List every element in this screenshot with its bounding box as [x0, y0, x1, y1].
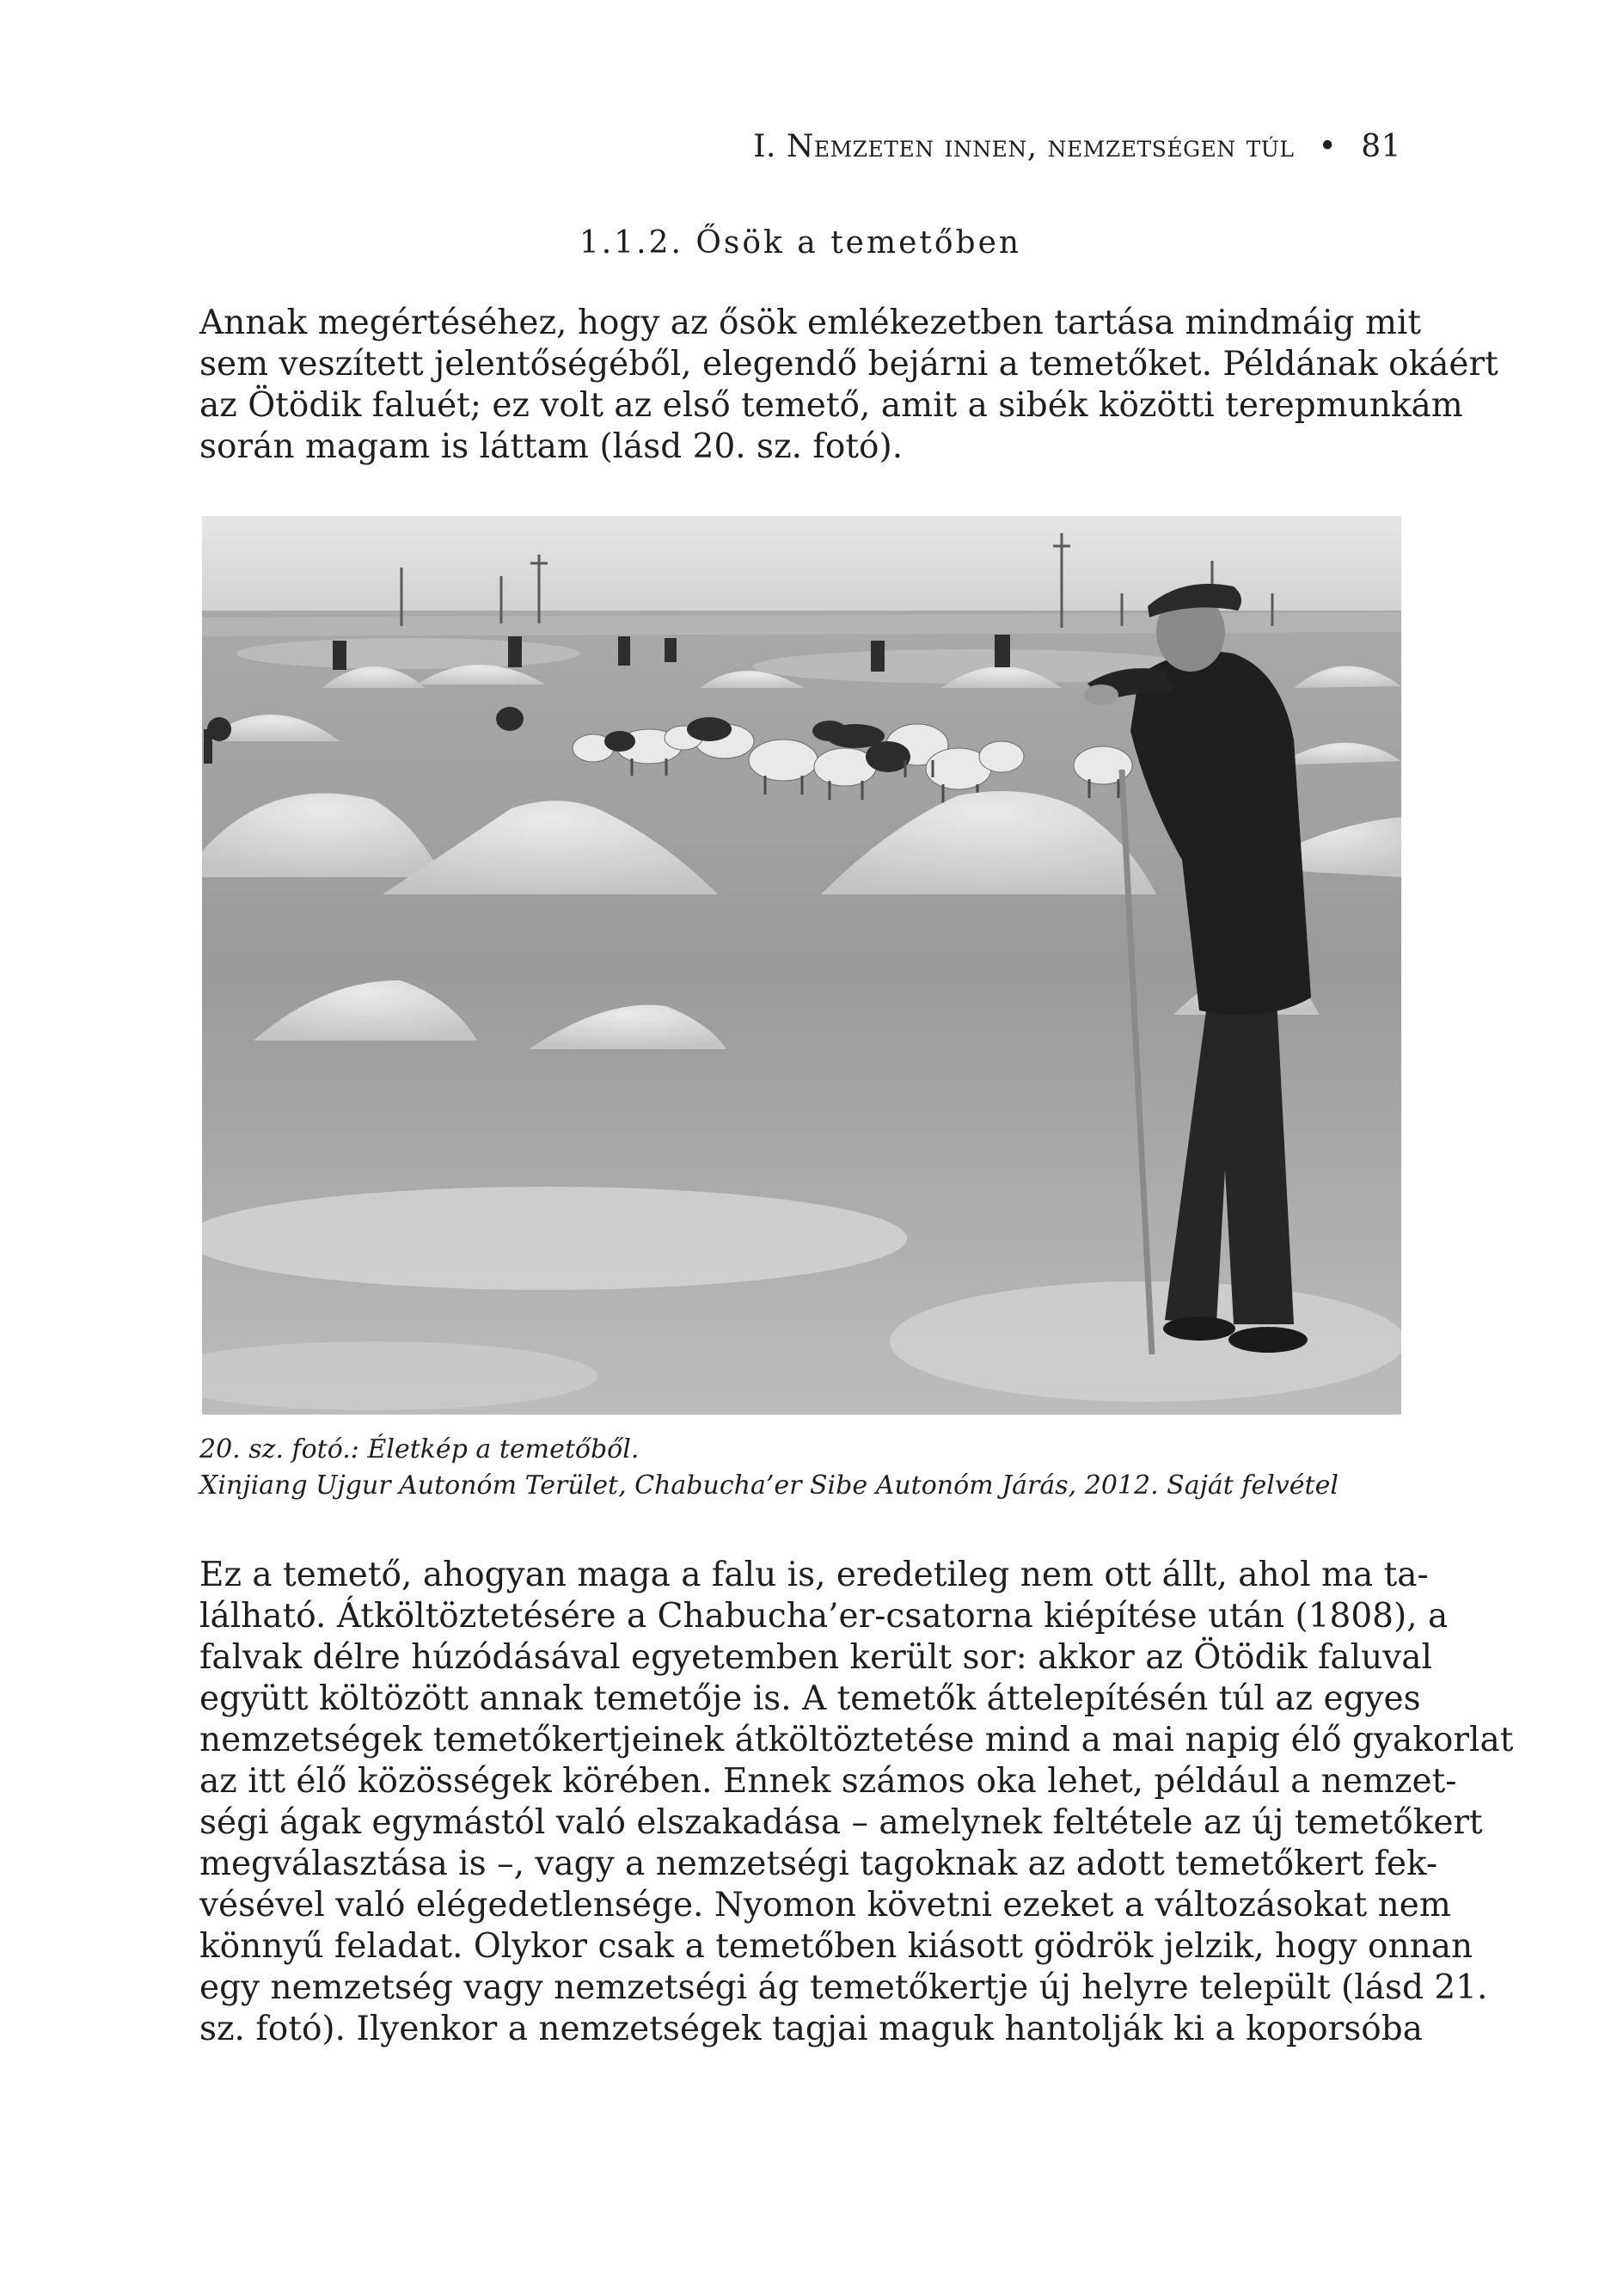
paragraph-line: sem veszített jelentőségéből, elegendő bejárni a temetőket. Példának okáért: [199, 345, 1498, 384]
running-head: [199, 129, 1401, 164]
paragraph-line: könnyű feladat. Olykor csak a temetőben kiásott gödrök jelzik, hogy onnan: [199, 1927, 1473, 1966]
caption-title: 20. sz. fotó.: Életkép a temetőből.: [199, 1434, 640, 1464]
paragraph-line: együtt költözött annak temetője is. A temetők áttelepítésén túl az egyes: [199, 1679, 1421, 1718]
photo-caption: [199, 1432, 1401, 1504]
paragraph-line: Ez a temető, ahogyan maga a falu is, eredetileg nem ott állt, ahol ma ta-: [199, 1556, 1429, 1594]
running-head-chapter: I. Nemzeten innen, nemzetségen túl: [753, 129, 1295, 164]
paragraph-line: ségi ágak egymástól való elszakadása – amelynek feltétele az új temetőkert: [199, 1803, 1483, 1842]
section-title: 1.1.2. Ősök a temetőben: [579, 225, 1022, 261]
page-number: 81: [1361, 129, 1401, 164]
paragraph-line: megválasztása is –, vagy a nemzetségi tagoknak az adott temetőkert fek-: [199, 1845, 1438, 1883]
paragraph-2: [199, 1555, 1514, 2050]
paragraph-line: egy nemzetség vagy nemzetségi ág temetőkertje új helyre települt (lásd 21.: [199, 1968, 1488, 2007]
cemetery-photo: [202, 516, 1401, 1415]
paragraph-line: Annak megértéséhez, hogy az ősök emlékezetben tartása mindmáig mit: [199, 304, 1422, 342]
paragraph-line: lálható. Átköltöztetésére a Chabucha’er-csatorna kiépítése után (1808), a: [199, 1597, 1449, 1636]
paragraph-line: során magam is láttam (lásd 20. sz. fotó).: [199, 427, 904, 466]
paragraph-line: az itt élő közösségek körében. Ennek számos oka lehet, például a nemzet-: [199, 1762, 1457, 1801]
paragraph-line: vésével való elégedetlensége. Nyomon követni ezeket a változásokat nem: [199, 1886, 1451, 1925]
paragraph-line: nemzetségek temetőkertjeinek átköltöztetése mind a mai napig élő gyakorlat: [199, 1721, 1514, 1759]
paragraph-line: az Ötödik faluét; ez volt az első temető, amit a sibék közötti terepmunkám: [199, 386, 1463, 425]
cemetery-photo-illustration: [202, 516, 1401, 1415]
paragraph-1: [199, 303, 1498, 468]
caption-credit: Xinjiang Ujgur Autonóm Terület, Chabucha’er Sibe Autonóm Járás, 2012. Saját felvétel: [199, 1470, 1339, 1501]
bullet-separator: •: [1318, 129, 1338, 164]
paragraph-line: sz. fotó). Ilyenkor a nemzetségek tagjai maguk hantolják ki a koporsóba: [199, 2010, 1423, 2048]
paragraph-line: falvak délre húzódásával egyetemben került sor: akkor az Ötödik faluval: [199, 1638, 1433, 1677]
